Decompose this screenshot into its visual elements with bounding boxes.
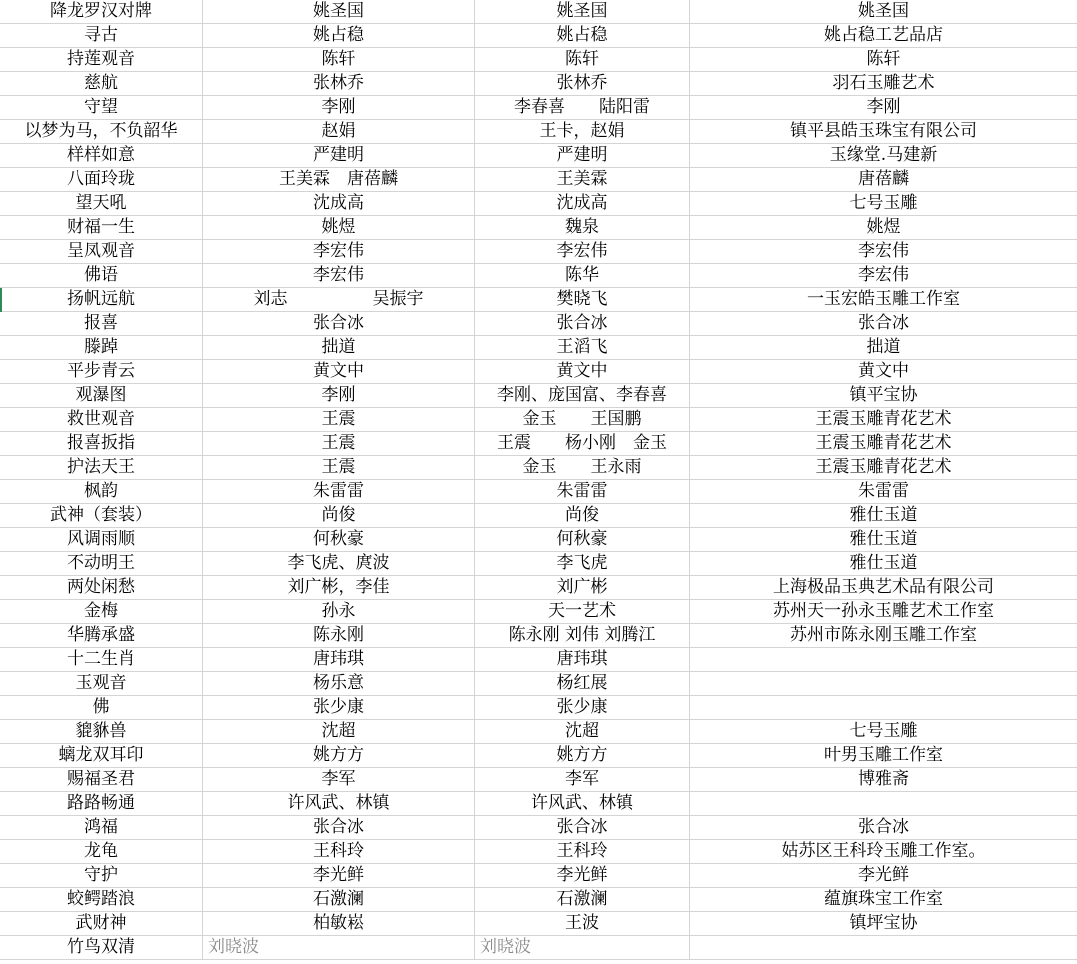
cell-craftsman[interactable]: 刘广彬 [475,576,690,600]
cell-designer[interactable]: 何秋豪 [203,528,475,552]
cell-organization[interactable]: 王震玉雕青花艺术 [690,456,1077,480]
table-row [0,216,1077,240]
cell-designer[interactable]: 朱雷雷 [203,480,475,504]
cell-designer[interactable]: 柏敏崧 [203,912,475,936]
cell-organization[interactable]: 玉缘堂.马建新 [690,144,1077,168]
cell-designer[interactable]: 李光鲜 [203,864,475,888]
cell-work-title[interactable]: 救世观音 [0,408,203,432]
cell-craftsman[interactable]: 陈华 [475,264,690,288]
cell-craftsman[interactable]: 唐玮琪 [475,648,690,672]
cell-work-title[interactable]: 十二生肖 [0,648,203,672]
cell-work-title[interactable]: 路路畅通 [0,792,203,816]
cell-organization[interactable]: 姚圣国 [690,0,1077,24]
cell-organization[interactable]: 拙道 [690,336,1077,360]
cell-designer[interactable]: 拙道 [203,336,475,360]
cell-craftsman[interactable]: 张合冰 [475,312,690,336]
cell-work-title[interactable]: 平步青云 [0,360,203,384]
cell-work-title[interactable]: 扬帆远航 [0,288,203,312]
table-row [0,48,1077,72]
cell-work-title[interactable]: 佛语 [0,264,203,288]
cell-organization[interactable]: 雅仕玉道 [690,504,1077,528]
table-row [0,936,1077,960]
table-row [0,792,1077,816]
cell-organization[interactable]: 王震玉雕青花艺术 [690,408,1077,432]
cell-work-title[interactable]: 以梦为马，不负韶华 [0,120,203,144]
cell-work-title[interactable]: 金梅 [0,600,203,624]
cell-work-title[interactable]: 貔貅兽 [0,720,203,744]
cell-craftsman[interactable]: 王波 [475,912,690,936]
cell-work-title[interactable]: 玉观音 [0,672,203,696]
cell-designer[interactable]: 陈轩 [203,48,475,72]
cell-craftsman[interactable]: 陈轩 [475,48,690,72]
cell-craftsman[interactable]: 李军 [475,768,690,792]
table-row [0,408,1077,432]
cell-work-title[interactable]: 华腾承盛 [0,624,203,648]
cell-designer[interactable]: 李宏伟 [203,264,475,288]
table-row [0,888,1077,912]
table-row [0,624,1077,648]
cell-work-title[interactable]: 财福一生 [0,216,203,240]
cell-organization[interactable]: 羽石玉雕艺术 [690,72,1077,96]
cell-work-title[interactable]: 观瀑图 [0,384,203,408]
cell-organization[interactable]: 姚煜 [690,216,1077,240]
cell-craftsman[interactable]: 王滔飞 [475,336,690,360]
table-row [0,336,1077,360]
row-selection-marker [0,288,2,312]
cell-organization[interactable]: 李刚 [690,96,1077,120]
table-row [0,912,1077,936]
table-row [0,96,1077,120]
table-row [0,0,1077,24]
table-row [0,432,1077,456]
cell-work-title[interactable]: 枫韵 [0,480,203,504]
cell-organization[interactable]: 七号玉雕 [690,192,1077,216]
cell-craftsman[interactable]: 石激澜 [475,888,690,912]
cell-designer[interactable]: 姚占稳 [203,24,475,48]
cell-designer[interactable]: 沈超 [203,720,475,744]
cell-designer[interactable]: 许风武、林镇 [203,792,475,816]
cell-craftsman[interactable]: 金玉 王国鹏 [475,408,690,432]
cell-designer[interactable]: 王震 [203,408,475,432]
table-row [0,840,1077,864]
cell-work-title[interactable]: 降龙罗汉对牌 [0,0,203,24]
cell-organization[interactable]: 苏州市陈永刚玉雕工作室 [690,624,1077,648]
cell-work-title[interactable]: 报喜 [0,312,203,336]
cell-organization[interactable]: 镇平县皓玉珠宝有限公司 [690,120,1077,144]
cell-organization[interactable]: 蕴旗珠宝工作室 [690,888,1077,912]
cell-organization[interactable]: 一玉宏皓玉雕工作室 [690,288,1077,312]
cell-craftsman[interactable]: 王美霖 [475,168,690,192]
cell-designer[interactable]: 张林乔 [203,72,475,96]
cell-craftsman[interactable]: 李春喜 陆阳雷 [475,96,690,120]
cell-craftsman[interactable]: 金玉 王永雨 [475,456,690,480]
cell-organization[interactable]: 雅仕玉道 [690,552,1077,576]
cell-work-title[interactable]: 守护 [0,864,203,888]
cell-designer[interactable]: 张合冰 [203,312,475,336]
table-row [0,480,1077,504]
cell-work-title[interactable]: 赐福圣君 [0,768,203,792]
cell-work-title[interactable]: 样样如意 [0,144,203,168]
cell-work-title[interactable]: 持莲观音 [0,48,203,72]
cell-craftsman[interactable]: 王震 杨小刚 金玉 [475,432,690,456]
cell-organization[interactable]: 镇坪宝协 [690,912,1077,936]
cell-craftsman[interactable]: 李光鲜 [475,864,690,888]
cell-craftsman[interactable]: 姚方方 [475,744,690,768]
cell-work-title[interactable]: 守望 [0,96,203,120]
cell-craftsman[interactable]: 魏泉 [475,216,690,240]
table-row [0,768,1077,792]
table-row [0,528,1077,552]
cell-designer[interactable]: 王美霖 唐蓓麟 [203,168,475,192]
cell-craftsman[interactable]: 王科玲 [475,840,690,864]
cell-work-title[interactable]: 佛 [0,696,203,720]
cell-organization[interactable]: 张合冰 [690,816,1077,840]
cell-craftsman[interactable]: 樊晓飞 [475,288,690,312]
cell-work-title[interactable]: 蛟鳄踏浪 [0,888,203,912]
table-row [0,312,1077,336]
cell-organization[interactable]: 李宏伟 [690,264,1077,288]
cell-work-title[interactable]: 风调雨顺 [0,528,203,552]
cell-designer[interactable]: 尚俊 [203,504,475,528]
cell-craftsman[interactable]: 黄文中 [475,360,690,384]
cell-craftsman[interactable]: 天一艺术 [475,600,690,624]
cell-organization[interactable]: 李宏伟 [690,240,1077,264]
cell-designer[interactable]: 姚圣国 [203,0,475,24]
table-row [0,696,1077,720]
cell-designer[interactable]: 王震 [203,456,475,480]
cell-organization[interactable]: 黄文中 [690,360,1077,384]
cell-craftsman[interactable]: 刘晓波 [475,936,690,960]
cell-organization[interactable] [690,792,1077,816]
cell-craftsman[interactable]: 尚俊 [475,504,690,528]
cell-work-title[interactable]: 慈航 [0,72,203,96]
cell-organization[interactable]: 七号玉雕 [690,720,1077,744]
cell-work-title[interactable]: 武财神 [0,912,203,936]
cell-work-title[interactable]: 鸿福 [0,816,203,840]
cell-craftsman[interactable]: 姚占稳 [475,24,690,48]
cell-work-title[interactable]: 两处闲愁 [0,576,203,600]
cell-designer[interactable]: 张合冰 [203,816,475,840]
cell-designer[interactable]: 石激澜 [203,888,475,912]
table-row [0,456,1077,480]
cell-designer[interactable]: 杨乐意 [203,672,475,696]
table-row [0,360,1077,384]
cell-craftsman[interactable]: 王卡，赵娟 [475,120,690,144]
cell-designer[interactable]: 沈成高 [203,192,475,216]
cell-organization[interactable]: 张合冰 [690,312,1077,336]
cell-craftsman[interactable]: 沈超 [475,720,690,744]
cell-organization[interactable]: 李光鲜 [690,864,1077,888]
cell-work-title[interactable]: 望天吼 [0,192,203,216]
cell-organization[interactable]: 王震玉雕青花艺术 [690,432,1077,456]
cell-work-title[interactable]: 不动明王 [0,552,203,576]
table-row [0,120,1077,144]
cell-designer[interactable]: 赵娟 [203,120,475,144]
cell-craftsman[interactable]: 严建明 [475,144,690,168]
table-row [0,72,1077,96]
cell-designer[interactable]: 李刚 [203,96,475,120]
cell-craftsman[interactable]: 姚圣国 [475,0,690,24]
cell-designer[interactable]: 严建明 [203,144,475,168]
cell-craftsman[interactable]: 朱雷雷 [475,480,690,504]
cell-designer[interactable]: 陈永刚 [203,624,475,648]
cell-designer[interactable]: 王科玲 [203,840,475,864]
cell-craftsman[interactable]: 张合冰 [475,816,690,840]
cell-work-title[interactable]: 呈凤观音 [0,240,203,264]
cell-designer[interactable]: 姚方方 [203,744,475,768]
cell-designer[interactable]: 刘广彬，李佳 [203,576,475,600]
table-row [0,384,1077,408]
cell-designer[interactable]: 刘晓波 [203,936,475,960]
table-row [0,264,1077,288]
cell-craftsman[interactable]: 何秋豪 [475,528,690,552]
cell-organization[interactable] [690,936,1077,960]
cell-work-title[interactable]: 八面玲珑 [0,168,203,192]
cell-organization[interactable]: 陈轩 [690,48,1077,72]
cell-organization[interactable] [690,696,1077,720]
cell-designer[interactable]: 李宏伟 [203,240,475,264]
cell-organization[interactable]: 镇平宝协 [690,384,1077,408]
cell-work-title[interactable]: 报喜扳指 [0,432,203,456]
table-row [0,552,1077,576]
table-row [0,168,1077,192]
cell-work-title[interactable]: 螭龙双耳印 [0,744,203,768]
table-row [0,144,1077,168]
cell-craftsman[interactable]: 陈永刚 刘伟 刘腾江 [475,624,690,648]
cell-designer[interactable]: 李军 [203,768,475,792]
cell-designer[interactable]: 李刚 [203,384,475,408]
cell-organization[interactable] [690,672,1077,696]
cell-organization[interactable]: 姚占稳工艺品店 [690,24,1077,48]
cell-organization[interactable]: 唐蓓麟 [690,168,1077,192]
cell-organization[interactable]: 博雅斋 [690,768,1077,792]
table-row [0,864,1077,888]
cell-designer[interactable]: 姚煜 [203,216,475,240]
table-row [0,240,1077,264]
table-row [0,24,1077,48]
table-row [0,744,1077,768]
cell-organization[interactable]: 苏州天一孙永玉雕艺术工作室 [690,600,1077,624]
cell-work-title[interactable]: 竹鸟双清 [0,936,203,960]
cell-designer[interactable]: 刘志 吴振宇 [203,288,475,312]
cell-organization[interactable]: 叶男玉雕工作室 [690,744,1077,768]
table-row [0,720,1077,744]
table-row [0,648,1077,672]
cell-craftsman[interactable]: 许风武、林镇 [475,792,690,816]
cell-organization[interactable]: 雅仕玉道 [690,528,1077,552]
cell-designer[interactable]: 李飞虎、庹波 [203,552,475,576]
table-row [0,288,1077,312]
cell-work-title[interactable]: 滕踔 [0,336,203,360]
cell-organization[interactable]: 上海极品玉典艺术品有限公司 [690,576,1077,600]
table-row [0,504,1077,528]
cell-designer[interactable]: 王震 [203,432,475,456]
cell-craftsman[interactable]: 李刚、庞国富、李春喜 [475,384,690,408]
table-row [0,816,1077,840]
cell-work-title[interactable]: 寻古 [0,24,203,48]
cell-craftsman[interactable]: 李飞虎 [475,552,690,576]
cell-organization[interactable]: 朱雷雷 [690,480,1077,504]
cell-designer[interactable]: 黄文中 [203,360,475,384]
cell-organization[interactable] [690,648,1077,672]
cell-organization[interactable]: 姑苏区王科玲玉雕工作室。 [690,840,1077,864]
table-row [0,192,1077,216]
cell-designer[interactable]: 张少康 [203,696,475,720]
cell-craftsman[interactable]: 沈成高 [475,192,690,216]
table-row [0,672,1077,696]
cell-craftsman[interactable]: 张少康 [475,696,690,720]
cell-craftsman[interactable]: 张林乔 [475,72,690,96]
cell-craftsman[interactable]: 李宏伟 [475,240,690,264]
cell-work-title[interactable]: 护法天王 [0,456,203,480]
cell-work-title[interactable]: 龙龟 [0,840,203,864]
cell-work-title[interactable]: 武神（套装） [0,504,203,528]
table-row [0,576,1077,600]
cell-designer[interactable]: 孙永 [203,600,475,624]
cell-designer[interactable]: 唐玮琪 [203,648,475,672]
cell-craftsman[interactable]: 杨红展 [475,672,690,696]
table-row [0,600,1077,624]
